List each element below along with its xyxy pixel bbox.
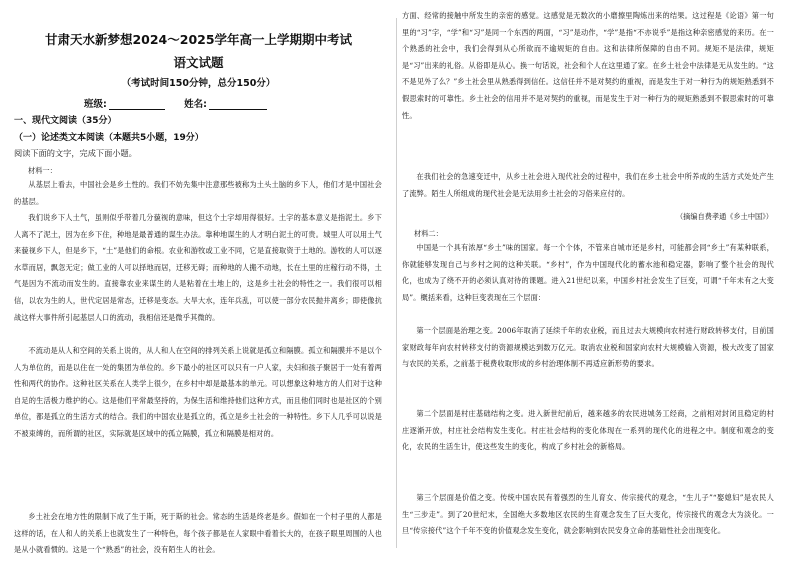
section-subheading: （一）论述类文本阅读（本题共5小题，19分） — [14, 133, 204, 143]
right-paragraph-1: 方面、经常的接触中所发生的亲密的感觉。这感觉是无数次的小磨擦里陶炼出来的结果。这过程是《论语》第一句里的“习”字，“学”和“习”是同一个东西的两面，“习”是动作，“学”是指“不亦说乎”是指这种亲密感觉的来历。在一个熟悉的社会中，我们会得到从心所欲而不逾规矩的自由。这和法律所保障的自由不同。规矩不是法律，规矩是“习”出来的礼俗。从俗即是从心。换一句话说，社会和个人在这里通了家。在乡土社会中法律是无从发生的。“这不是见外了么？”乡土社会里从熟悉得到信任。这信任并不是对契约的重视，而是发生于对一种行为的规矩熟悉到不假思索时的可靠性。乡土社会的信用并不是对契约的重视，而是发生于对一种行为的规矩熟悉到不假思索时的可靠性。 — [402, 11, 774, 120]
student-fields — [84, 96, 283, 110]
left-paragraph-2: 我们说乡下人土气，虽则似乎带着几分藐视的意味，但这个土字却用得很好。土字的基本意义是指泥土。乡下人离不了泥土，因为在乡下住，种地是最普通的谋生办法。靠种地谋生的人才明白泥土的可贵。城里人可以用土气来藐视乡下人，但是乡下，“土”是他们的命根。农业和游牧或工业不同，它是直接取资于土地的。游牧的人可以逐水草而居，飘忽无定；做工业的人可以择地而居，迁移无碍；而种地的人搬不动地，长在土里的庄稼行动不得，土气是因为不流动而发生的。直接靠农业来谋生的人是粘着在土地上的，这是乡土社会的特性之一。我们很可以相信，以农为生的人，世代定居是常态，迁移是变态。大旱大水，连年兵乱，可以使一部分农民抛井离乡；即使像抗战这样大事件所引起基层人口的流动，我相信还是微乎其微的。 — [14, 213, 382, 322]
right-paragraph-5: 第二个层面是村庄基础结构之变。进入新世纪前后，越来越多的农民进城务工经商，之前相对封闭且稳定的村庄逐渐开放，村庄社会结构发生变化。村庄社会结构的变化体现在一系列的现代化的进程之中。制度和观念的变化，农民的生活生计，使这些发生的变化，构成了乡村社会的新格局。 — [402, 409, 774, 452]
name-label: 姓名: — [184, 99, 207, 110]
class-blank[interactable] — [109, 100, 165, 110]
material-1-label: 材料一： — [28, 166, 57, 175]
right-paragraph-4: 第一个层面是治理之变。2006年取消了延续千年的农业税，而且过去大规模向农村进行财政转移支付，目前国家财政每年向农村转移支付的资源规模达到数万亿元。取消农业税和国家向农村大规模输入资源，极大改变了国家与农民的关系，之前基于税费收取形成的乡村治理体制不再适应新形势的要求。 — [402, 326, 774, 369]
exam-title: 甘肃天水新梦想2024～2025学年高一上学期期中考试 — [44, 32, 353, 47]
class-label: 班级: — [84, 99, 107, 110]
instruction: 阅读下面的文字，完成下面小题。 — [14, 148, 137, 158]
left-paragraph-1: 从基层上看去，中国社会是乡土性的。我们不妨先集中注意那些被称为土头土脑的乡下人，他们才是中国社会的基层。 — [14, 180, 382, 206]
material-2-label: 材料二： — [414, 229, 443, 238]
section-heading: 一、现代文阅读（35分） — [14, 116, 117, 126]
right-column — [402, 0, 787, 561]
right-paragraph-3: 中国是一个具有浓厚“乡土”味的国家。每一个个体，不管来自城市还是乡村，可能都会同“乡土”有某种联系，你就能够发现自己与乡村之间的这种关联。“乡村”，作为中国现代化的蓄水池和稳定器，影响了整个社会的现代化，也成为了绕不开的必须认真对待的课题。进入21世纪以来，中国乡村社会发生了巨变，可谓“千年未有之大变局”。概括来看，这种巨变表现在三个层面： — [402, 243, 774, 302]
right-paragraph-6: 第三个层面是价值之变。传统中国农民有着强烈的生儿育女、传宗接代的观念，“生儿子”“娶媳妇”是农民人生“三步走”。到了20世纪末，全国绝大多数地区农民的生育观念发生了巨大变化，传宗接代的观念大为淡化。一旦“传宗接代”这个千年不变的价值观念发生变化，就会影响到农民安身立命的基础性社会出现变化。 — [402, 493, 774, 536]
right-paragraph-2: 在我们社会的急速变迁中，从乡土社会进入现代社会的过程中，我们在乡土社会中所养成的生活方式处处产生了流弊。陌生人所组成的现代社会是无法用乡土社会的习俗来应付的。 — [402, 172, 774, 198]
citation: （摘编自费孝通《乡土中国》） — [675, 212, 773, 221]
exam-info: （考试时间150分钟，总分150分） — [121, 78, 276, 89]
exam-subtitle: 语文试题 — [173, 55, 224, 70]
left-paragraph-4: 乡土社会在地方性的限制下成了生于斯，死于斯的社会。常态的生活是终老是乡。假如在一个村子里的人都是这样的话，在人和人的关系上也就发生了一种特色，每个孩子都是在人家眼中看着长大的，在孩子眼里周围的人也是从小就看惯的。这是一个“熟悉”的社会，没有陌生人的社会。 — [14, 512, 382, 555]
column-divider — [396, 18, 397, 548]
left-column — [0, 0, 385, 561]
left-paragraph-3: 不流动是从人和空间的关系上说的，从人和人在空间的排列关系上说就是孤立和隔膜。孤立和隔膜并不是以个人为单位的，而是以住在一处的集团为单位的。乡下最小的社区可以只有一户人家，夫妇和孩子聚居于一处有着两性和两代的协作。这种社区关系在人类学上很少，在乡村中却是最基本的单元。可以想象这种地方的人们对于这种自足的生活极力维护的心。这是他们平常最坚持的，为保生活和维持他们这种方式，而且他们同时也是社区的个别单位，都是孤立的生活方式的结合。我们的中国农业是孤立的，孤立是乡土社会的一种特性。乡下人几乎可以说是不被束缚的，而所谓的社区，实际就是区域中的孤立隔膜，孤立和隔膜是相对的。 — [14, 346, 382, 438]
name-blank[interactable] — [209, 100, 267, 110]
